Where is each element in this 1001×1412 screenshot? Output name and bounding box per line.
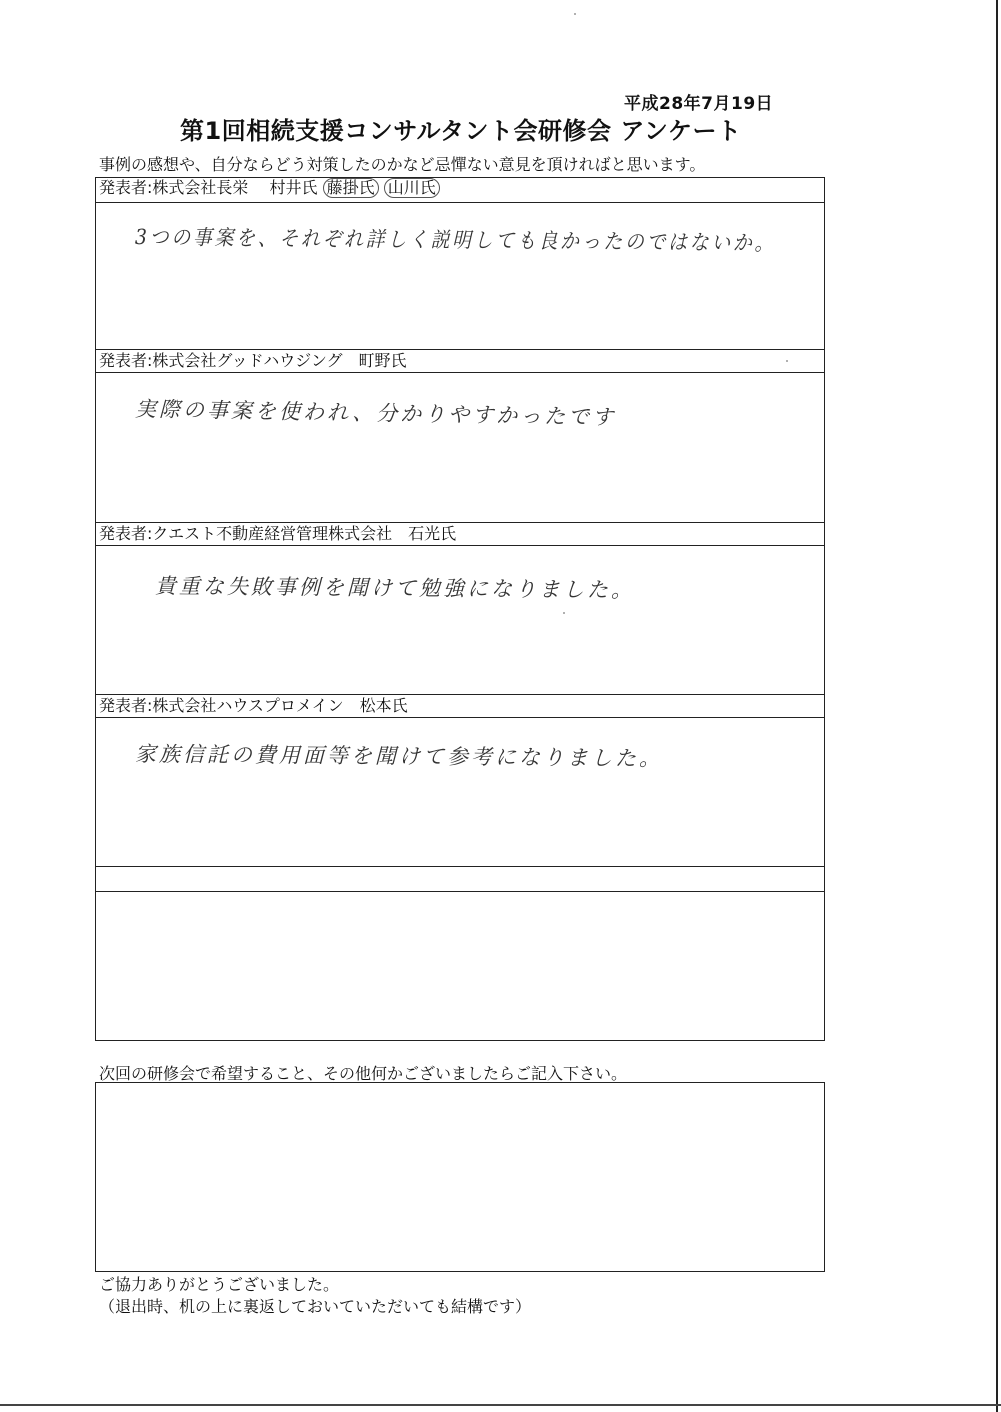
presenter-header-2: 発表者:株式会社グッドハウジング 町野氏	[95, 349, 825, 373]
circled-presenter: 山川氏	[384, 178, 440, 198]
presenter-name-prefix: 発表者:株式会社長栄 村井氏	[99, 178, 318, 197]
presenter-section-2	[95, 349, 825, 523]
scan-speck	[574, 13, 576, 15]
return-note: （退出時、机の上に裏返しておいていただいても結構です）	[99, 1297, 532, 1316]
presenter-header-3: 発表者:クエスト不動産経営管理株式会社 石光氏	[95, 522, 825, 546]
page-edge-bottom	[0, 1404, 1001, 1406]
handwritten-comment-2: 実際の事案を使われ、分かりやすかったです	[134, 397, 617, 430]
presenter-header-4: 発表者:株式会社ハウスプロメイン 松本氏	[95, 694, 825, 718]
thanks-text: ご協力ありがとうございました。	[99, 1275, 340, 1294]
next-request-label: 次回の研修会で希望すること、その他何かございましたらご記入下さい。	[99, 1064, 628, 1083]
handwritten-comment-4: 家族信託の費用面等を聞けて参考になりました。	[134, 742, 664, 771]
handwritten-comment-1: 3つの事案を、それぞれ詳しく説明しても良かったのではないか。	[134, 225, 777, 256]
blank-section-divider	[95, 891, 825, 892]
blank-section-divider	[95, 866, 825, 867]
page-edge-right	[996, 0, 998, 1412]
page-title: 第1回相続支援コンサルタント会研修会 アンケート	[180, 117, 742, 145]
handwritten-comment-3: 貴重な失敗事例を聞けて勉強になりました。	[154, 574, 636, 603]
survey-date: 平成28年7月19日	[624, 94, 774, 114]
presenter-section-4	[95, 694, 825, 866]
presenter-section-3	[95, 522, 825, 694]
circled-presenter: 藤掛氏	[323, 178, 379, 198]
instruction-text: 事例の感想や、自分ならどう対策したのかなど忌憚ない意見を頂ければと思います。	[99, 155, 706, 174]
presenter-header-1	[95, 177, 825, 203]
next-request-box	[95, 1082, 825, 1272]
presenter-section-1	[95, 177, 825, 349]
